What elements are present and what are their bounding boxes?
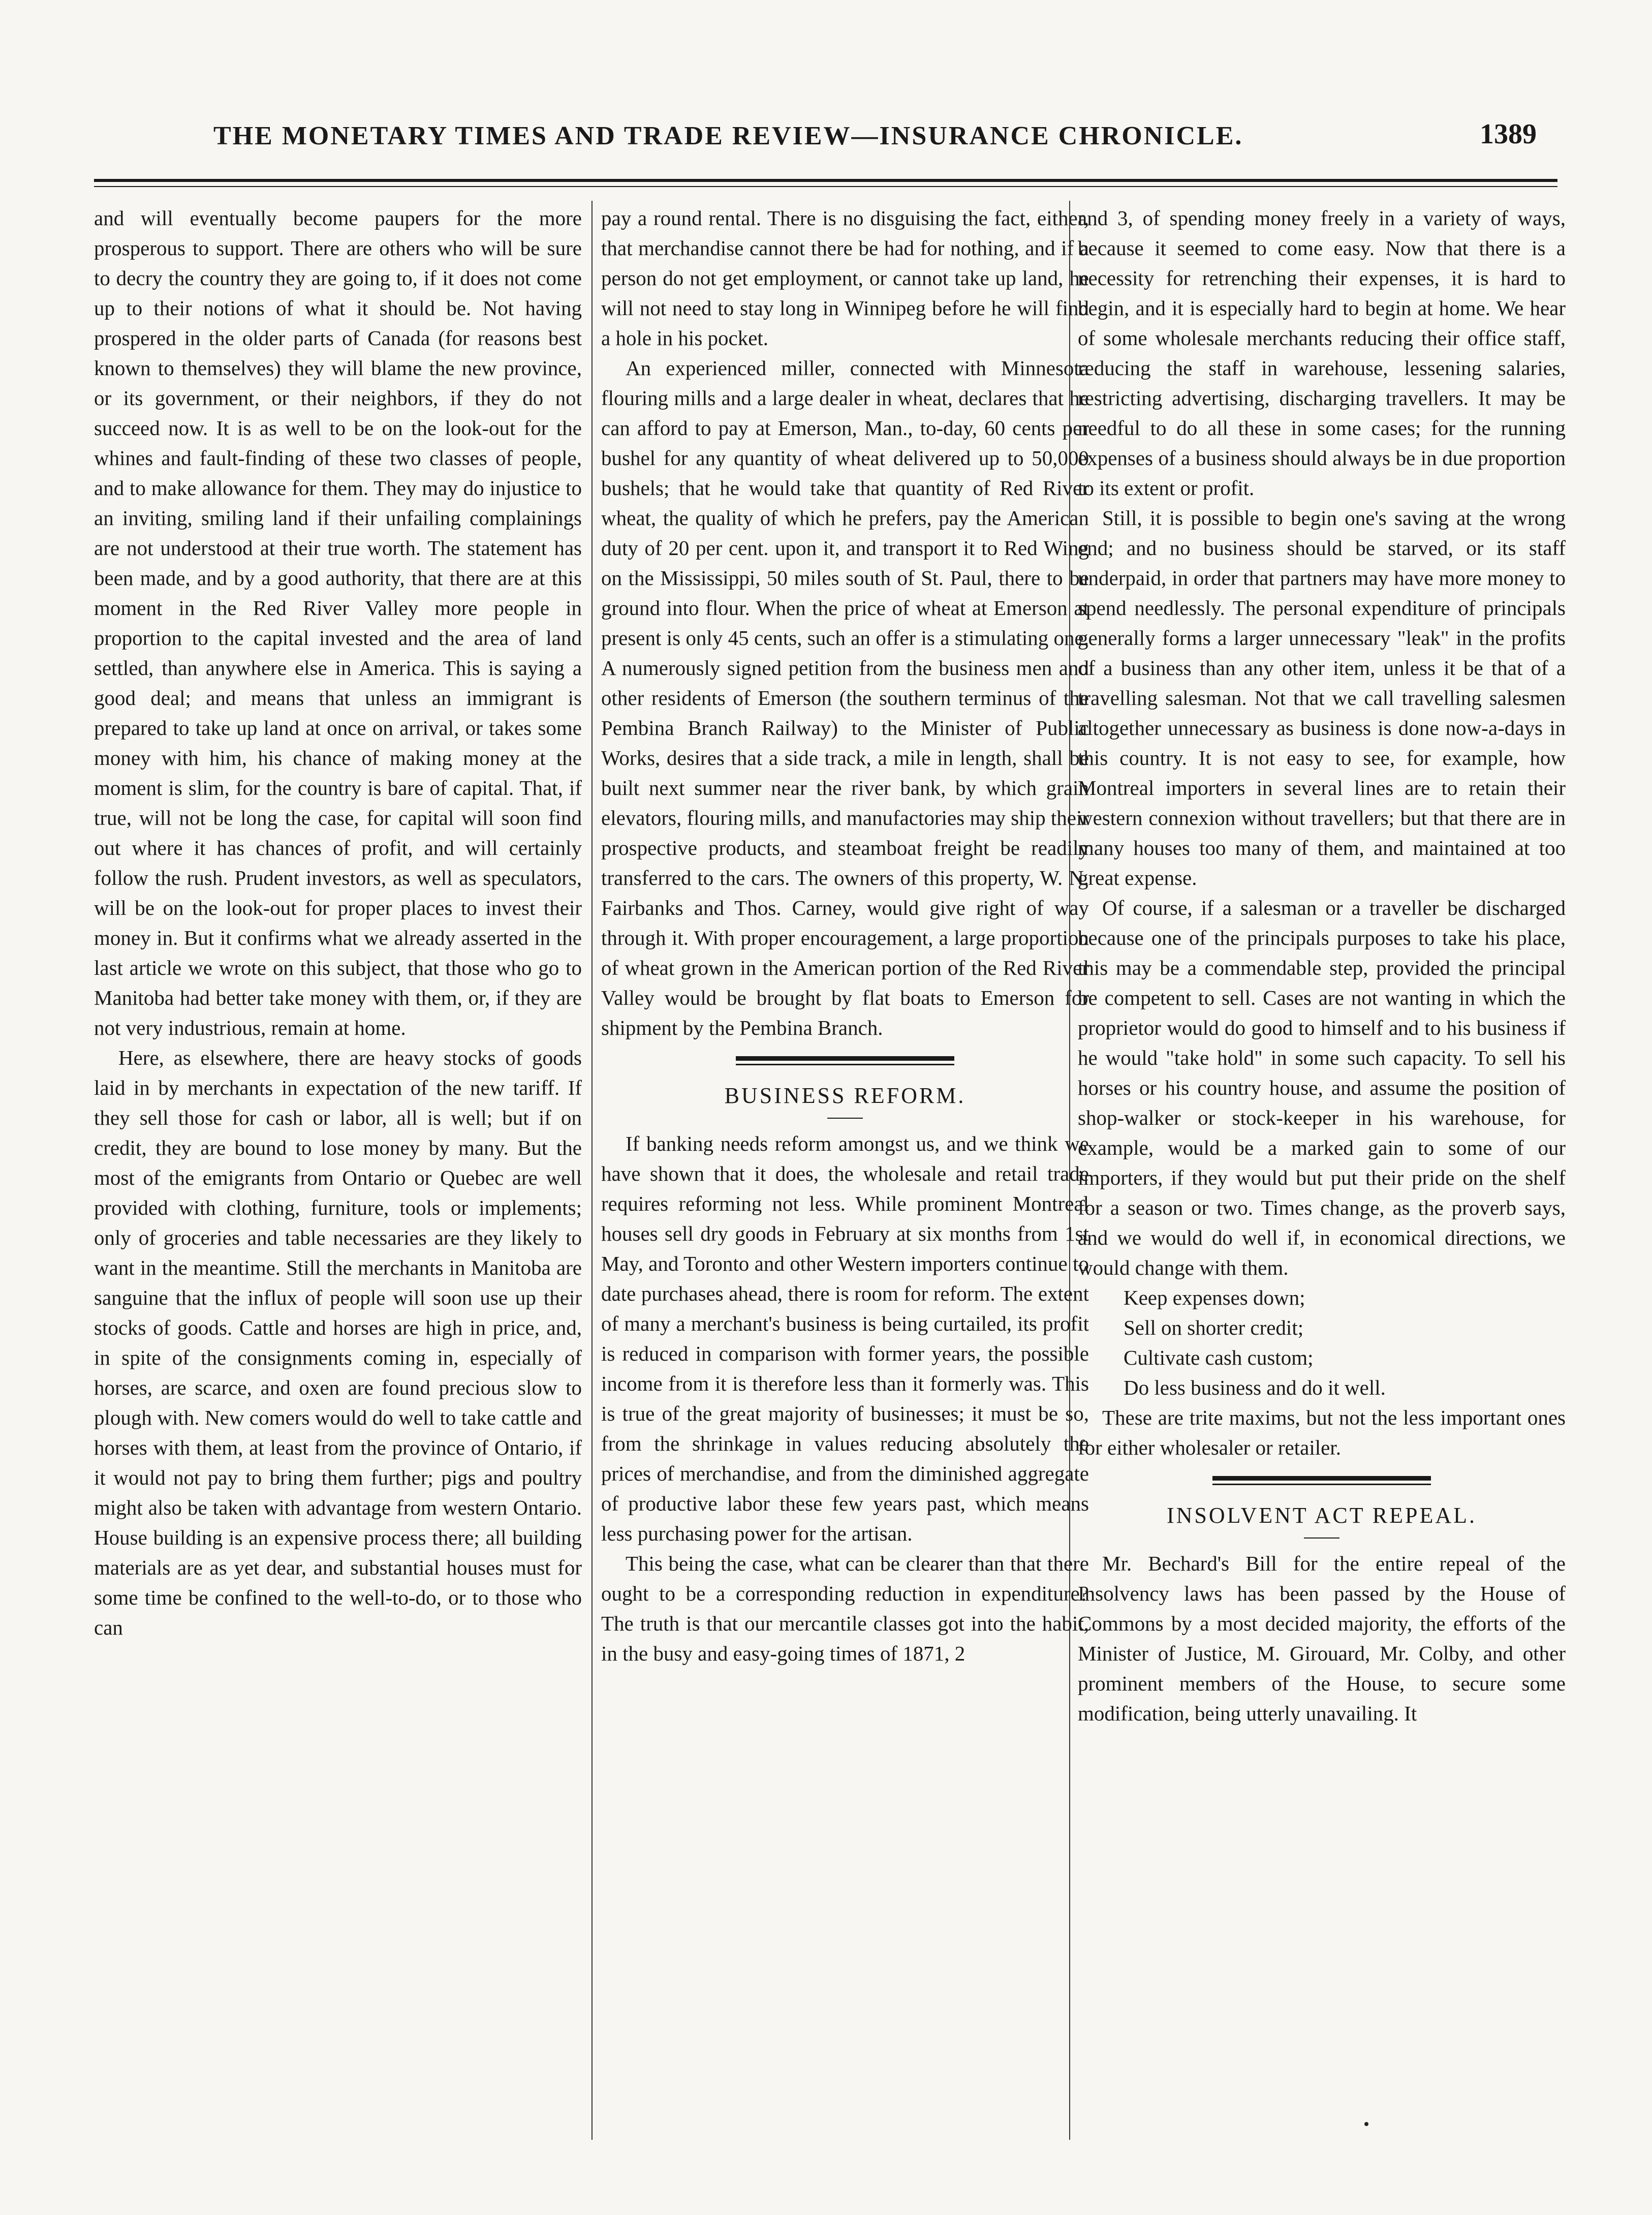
print-speck [1364,2122,1368,2126]
column-1 [94,203,582,2175]
section-divider [1212,1476,1431,1485]
paragraph: These are trite maxims, but not the less important ones for either wholesaler or retailer. [1078,1406,1566,1459]
maxim-line: Do less business and do it well. [1124,1376,1386,1399]
header-rule-thick [94,179,1557,182]
running-head: THE MONETARY TIMES AND TRADE REVIEW—INSURANCE CHRONICLE. [213,121,1243,150]
heading-rule [1304,1537,1339,1539]
page-number: 1389 [1480,118,1537,150]
paragraph: Here, as elsewhere, there are heavy stocks of goods laid in by merchants in expectation of the new tariff. If they sell those for cash or labor, all is well; but if on credit, they are bound to lose money by many. But the most of the emigrants from Ontario or Quebec are well provided with clothing, furniture, tools or implements; only of groceries and table necessaries are they likely to want in the meantime. Still the merchants in Manitoba are sanguine that the influx of people will soon use up their stocks of goods. Cattle and horses are high in price, and, in spite of the consignments coming in, especially of horses, are scarce, and oxen are found precious slow to plough with. New comers would do well to take cattle and horses with them, at least from the province of Ontario, if it would not pay to bring them further; pigs and poultry might also be taken with advantage from western Ontario. House building is an expensive process there; all building materials are as yet dear, and substantial houses must for some time be confined to the well-to-do, or to those who can [94,1046,582,1639]
maxim-line: Sell on shorter credit; [1124,1316,1304,1339]
column-2 [601,203,1089,2175]
paragraph: This being the case, what can be clearer than that there ought to be a corresponding reduction in expenditure? The truth is that our mercantile classes got into the habit, in the busy and easy-going times of 1871, 2 [601,1552,1089,1665]
paragraph: Of course, if a salesman or a traveller be discharged because one of the principals purposes to take his place, this may be a commendable step, provided the principal be competent to sell. Cases are not wanting in which the proprietor would do good to himself and to his business if he would "take hold" in some such capacity. To sell his horses or his country house, and assume the position of shop-walker or stock-keeper in his warehouse, for example, would be a marked gain to some of our importers, if they would but put their pride on the shelf for a season or two. Times change, as the proverb says, and we would do well if, in economical directions, we would change with them. [1078,896,1566,1279]
paragraph: and 3, of spending money freely in a variety of ways, because it seemed to come easy. Now that there is a necessity for retrenching their expenses, it is hard to begin, and it is especially hard to begin at home. We hear of some wholesale merchants reducing their office staff, reducing the staff in warehouse, lessening salaries, restricting advertising, discharging travellers. It may be needful to do all these in some cases; for the running expenses of a business should always be in due proportion to its extent or profit. [1078,206,1566,500]
paragraph: If banking needs reform amongst us, and we think we have shown that it does, the wholesale and retail trade requires reforming not less. While prominent Montreal houses sell dry goods in February at six months from 1st May, and Toronto and other Western importers continue to date purchases ahead, there is room for reform. The extent of many a merchant's business is being curtailed, its profit is reduced in comparison with former years, the possible income from it is therefore less than it formerly was. This is true of the great majority of businesses; it must be so, from the shrinkage in values reducing absolutely the prices of merchandise, and from the diminished aggregate of productive labor these few years past, which means less purchasing power for the artisan. [601,1132,1089,1545]
section-divider [736,1056,954,1065]
column-3 [1078,203,1566,2175]
header-rule-thin [94,186,1557,187]
paragraph: An experienced miller, connected with Minnesota flouring mills and a large dealer in wheat, declares that he can afford to pay at Emerson, Man., to-day, 60 cents per bushel for any quantity of wheat delivered up to 50,000 bushels; that he would take that quantity of Red River wheat, the quality of which he prefers, pay the American duty of 20 per cent. upon it, and transport it to Red Wing on the Mississippi, 50 miles south of St. Paul, there to be ground into flour. When the price of wheat at Emerson at present is only 45 cents, such an offer is a stimulating one. A numerously signed petition from the business men and other residents of Emerson (the southern terminus of the Pembina Branch Railway) to the Minister of Public Works, desires that a side track, a mile in length, shall be built next summer near the river bank, by which grain elevators, flouring mills, and manufactories may ship their prospective products, and steamboat freight be readily transferred to the cars. The owners of this property, W. N. Fairbanks and Thos. Carney, would give right of way through it. With proper encouragement, a large proportion of wheat grown in the American portion of the Red River Valley would be brought by flat boats to Emerson for shipment by the Pembina Branch. [601,356,1089,1039]
maxim-line: Keep expenses down; [1124,1286,1305,1309]
column-rule-1 [591,201,593,2140]
paragraph: Mr. Bechard's Bill for the entire repeal of the Insolvency laws has been passed by the House of Commons by a most decided majority, the efforts of the Minister of Justice, M. Girouard, Mr. Colby, and other prominent members of the House, to secure some modification, being utterly unavailing. It [1078,1552,1566,1725]
section-heading-insolvent-act-repeal: INSOLVENT ACT REPEAL. [1166,1503,1477,1528]
section-heading-business-reform: BUSINESS REFORM. [724,1083,966,1108]
paragraph: Still, it is possible to begin one's saving at the wrong end; and no business should be starved, or its staff underpaid, in order that partners may have more money to spend needlessly. The personal expenditure of principals generally forms a larger unnecessary "leak" in the profits of a business than any other item, unless it be that of a travelling salesman. Not that we call travelling salesmen altogether unnecessary as business is done now-a-days in this country. It is not easy to see, for example, how Montreal importers in several lines are to retain their western connexion without travellers; but that there are in many houses too many of them, and maintained at too great expense. [1078,506,1566,889]
maxim-line: Cultivate cash custom; [1124,1346,1314,1369]
paragraph: and will eventually become paupers for the more prosperous to support. There are others who will be sure to decry the country they are going to, if it does not come up to their notions of what it should be. Not having prospered in the older parts of Canada (for reasons best known to themselves) they will blame the new province, or its government, or their neighbors, if they do not succeed now. It is as well to be on the look-out for the whines and fault-finding of these two classes of people, and to make allowance for them. They may do injustice to an inviting, smiling land if their unfailing complainings are not understood at their true worth. The statement has been made, and by a good authority, that there are at this moment in the Red River Valley more people in proportion to the capital invested and the area of land settled, than anywhere else in America. This is saying a good deal; and means that unless an immigrant is prepared to take up land at once on arrival, or takes some money with him, his chance of making money at the moment is slim, for the country is bare of capital. That, if true, will not be long the case, for capital will soon find out where it has chances of profit, and will certainly follow the rush. Prudent investors, as well as speculators, will be on the look-out for proper places to invest their money in. But it confirms what we already asserted in the last article we wrote on this subject, that those who go to Manitoba had better take money with them, or, if they are not very industrious, remain at home. [94,206,582,1039]
paragraph: pay a round rental. There is no disguising the fact, either, that merchandise cannot there be had for nothing, and if a person do not get employment, or cannot take up land, he will not need to stay long in Winnipeg before he will find a hole in his pocket. [601,206,1089,350]
heading-rule [827,1118,863,1119]
